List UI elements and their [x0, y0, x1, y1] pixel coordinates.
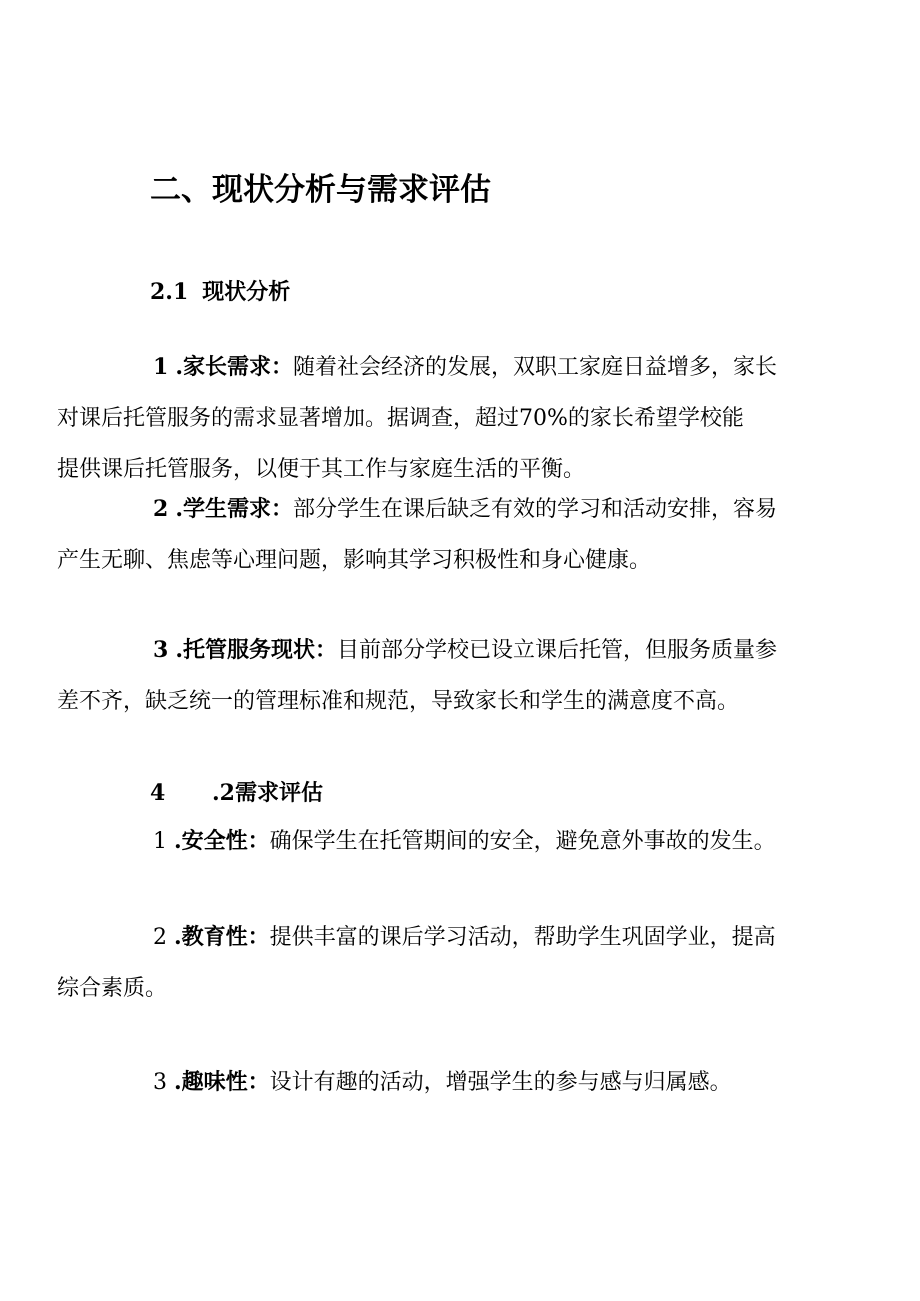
paragraph-service-status	[57, 625, 815, 727]
paragraph-parent-needs	[57, 342, 815, 495]
item-number: 2	[153, 496, 169, 522]
subsection-heading-2-1	[150, 276, 290, 308]
item-text-line: 提供丰富的课后学习活动，帮助学生巩固学业，提高	[269, 925, 776, 950]
item-number: 1	[153, 354, 169, 380]
item-lead: .教育性：	[174, 924, 270, 950]
item-text-line: 对课后托管服务的需求显著增加。据调查，超过70%的家长希望学校能	[57, 406, 744, 431]
item-lead: .家长需求：	[175, 354, 293, 380]
item-text-line: 提供课后托管服务，以便于其工作与家庭生活的平衡。	[57, 457, 586, 482]
item-text-line: 随着社会经济的发展，双职工家庭日益增多，家长	[292, 355, 777, 380]
item-text-line: 设计有趣的活动，增强学生的参与感与归属感。	[269, 1070, 732, 1095]
item-number: 2	[153, 925, 167, 950]
paragraph-safety	[105, 816, 815, 867]
item-text-line: 确保学生在托管期间的安全，避免意外事故的发生。	[269, 829, 776, 854]
item-number: 3	[153, 637, 169, 663]
section-title: 二、现状分析与需求评估	[150, 172, 491, 208]
item-number: 1	[153, 829, 167, 854]
item-lead: .学生需求：	[175, 496, 293, 522]
subsection-title: 现状分析	[202, 279, 291, 305]
item-text-line: 差不齐，缺乏统一的管理标准和规范，导致家长和学生的满意度不高。	[57, 689, 740, 714]
item-number: 3	[153, 1070, 167, 1095]
subsection-number: 2.1	[150, 279, 189, 305]
item-text-line: 目前部分学校已设立课后托管，但服务质量参	[336, 638, 777, 663]
item-lead: .托管服务现状：	[175, 637, 337, 663]
item-lead: .趣味性：	[174, 1069, 270, 1095]
subsection-number: 4	[150, 780, 166, 806]
subsection-heading-needs-assessment	[150, 776, 323, 810]
paragraph-education	[57, 912, 815, 1014]
paragraph-student-needs	[57, 484, 815, 586]
item-lead: .安全性：	[174, 828, 270, 854]
subsection-title: .2需求评估	[212, 780, 323, 806]
paragraph-fun	[105, 1057, 815, 1108]
item-text-line: 产生无聊、焦虑等心理问题，影响其学习积极性和身心健康。	[57, 548, 652, 573]
item-text-line: 综合素质。	[57, 976, 168, 1001]
item-text-line: 部分学生在课后缺乏有效的学习和活动安排，容易	[292, 497, 777, 522]
